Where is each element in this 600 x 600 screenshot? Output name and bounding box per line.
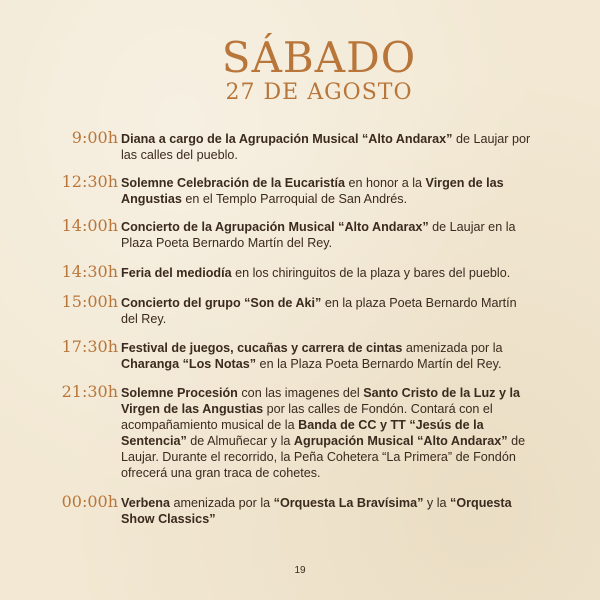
event-text: con las imagenes del: [237, 386, 364, 400]
event-highlight-text: Agrupación Musical “Alto Andarax”: [293, 434, 508, 448]
event-time: 17:30h: [61, 337, 118, 356]
event-time: 12:30h: [61, 172, 118, 191]
event-description: [121, 495, 533, 527]
event-highlight-text: Verbena: [121, 496, 171, 510]
event-highlight-text: Virgen de las Angustias: [121, 176, 504, 206]
event-time: 14:30h: [61, 262, 118, 281]
event-text: de Almuñecar y la: [186, 434, 294, 448]
event-text: por las calles de Fondón. Contará con el acompañamiento musical de la: [121, 402, 493, 432]
event-time: 14:00h: [61, 216, 118, 235]
event-highlight-text: Diana a cargo de la Agrupación Musical “Alto Andarax”: [121, 132, 453, 146]
event-highlight-text: Feria del mediodía: [121, 266, 232, 280]
event-text: en la Plaza Poeta Bernardo Martín del Rey.: [256, 357, 502, 371]
event-text: y la: [423, 496, 451, 510]
page-number: 19: [294, 565, 306, 576]
event-highlight-text: Charanga “Los Notas”: [121, 357, 257, 371]
event-description: [121, 131, 533, 163]
event-highlight-text: “Orquesta La Bravísima”: [273, 496, 424, 510]
event-highlight-text: Concierto del grupo “Son de Aki”: [121, 296, 322, 310]
event-text: amenizada por la: [402, 341, 503, 355]
event-time: 00:00h: [61, 492, 118, 511]
event-text: de Laujar. Durante el recorrido, la Peña Cohetera “La Primera” de Fondón ofrecerá una gran traca de cohetes.: [121, 434, 526, 480]
event-text: en los chiringuitos de la plaza y bares del pueblo.: [231, 266, 511, 280]
event-text: en la plaza Poeta Bernardo Martín del Rey.: [121, 296, 517, 326]
event-highlight-text: Festival de juegos, cucañas y carrera de cintas: [121, 341, 403, 355]
event-description: [121, 265, 533, 281]
event-time: 9:00h: [71, 128, 118, 147]
event-highlight-text: Concierto de la Agrupación Musical “Alto Andarax”: [121, 220, 429, 234]
event-description: [121, 385, 533, 481]
event-text: de Laujar por las calles del pueblo.: [121, 132, 531, 162]
event-text: en honor a la: [344, 176, 426, 190]
day-title: SÁBADO: [221, 33, 417, 82]
event-time: 21:30h: [61, 382, 118, 401]
event-highlight-text: Santo Cristo de la Luz y la Virgen de las Angustias: [121, 386, 520, 416]
event-text: en el Templo Parroquial de San Andrés.: [181, 192, 408, 206]
event-highlight-text: “Orquesta Show Classics”: [121, 496, 512, 526]
event-highlight-text: Solemne Procesión: [121, 386, 238, 400]
day-heading: [0, 33, 600, 106]
event-description: [121, 219, 533, 251]
event-description: [121, 340, 533, 372]
event-highlight-text: Solemne Celebración de la Eucaristía: [121, 176, 345, 190]
event-description: [121, 295, 533, 327]
date-subtitle: 27 DE AGOSTO: [225, 80, 413, 105]
event-text: de Laujar en la Plaza Poeta Bernardo Martín del Rey.: [121, 220, 516, 250]
event-description: [121, 175, 533, 207]
event-text: amenizada por la: [170, 496, 274, 510]
event-time: 15:00h: [61, 292, 118, 311]
event-highlight-text: Banda de CC y TT “Jesús de la Sentencia”: [121, 418, 484, 448]
